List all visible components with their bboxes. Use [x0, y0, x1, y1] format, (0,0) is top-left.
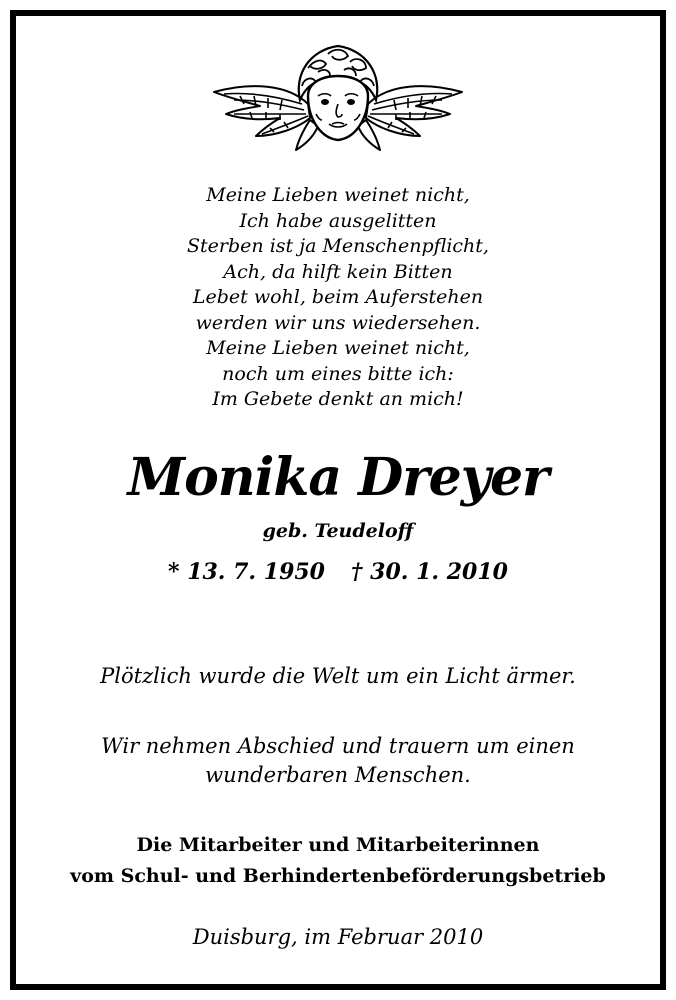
poem-line: Sterben ist ja Menschenpflicht,	[187, 235, 489, 257]
poem-line: Meine Lieben weinet nicht,	[206, 184, 470, 206]
poem-line: Lebet wohl, beim Auferstehen	[192, 286, 484, 308]
senders-line: vom Schul- und Berhindertenbeförderungsbetrieb	[70, 865, 606, 887]
farewell-line: wunderbaren Menschen.	[205, 763, 471, 787]
place-date: Duisburg, im Februar 2010	[192, 925, 484, 949]
death-date: † 30. 1. 2010	[351, 559, 508, 585]
birth-date: * 13. 7. 1950	[168, 559, 325, 585]
poem-line: Ich habe ausgelitten	[239, 209, 437, 232]
farewell-message	[0, 732, 676, 790]
condolence-line: Plötzlich wurde die Welt um ein Licht ärmer.	[100, 664, 576, 688]
poem-line: werden wir uns wiedersehen.	[195, 311, 481, 334]
deceased-name: Monika Dreyer	[127, 447, 549, 508]
life-dates	[0, 558, 676, 586]
poem-line: Im Gebete denkt an mich!	[212, 388, 464, 410]
poem	[0, 183, 676, 413]
angel-cherub-icon	[210, 38, 466, 158]
farewell-line: Wir nehmen Abschied und trauern um einen	[101, 734, 575, 758]
maiden-name: geb. Teudeloff	[262, 520, 414, 542]
senders-line: Die Mitarbeiter und Mitarbeiterinnen	[136, 834, 540, 856]
poem-line: Meine Lieben weinet nicht,	[206, 337, 470, 359]
poem-line: noch um eines bitte ich:	[222, 362, 454, 385]
poem-line: Ach, da hilft kein Bitten	[223, 260, 453, 283]
senders	[0, 830, 676, 892]
